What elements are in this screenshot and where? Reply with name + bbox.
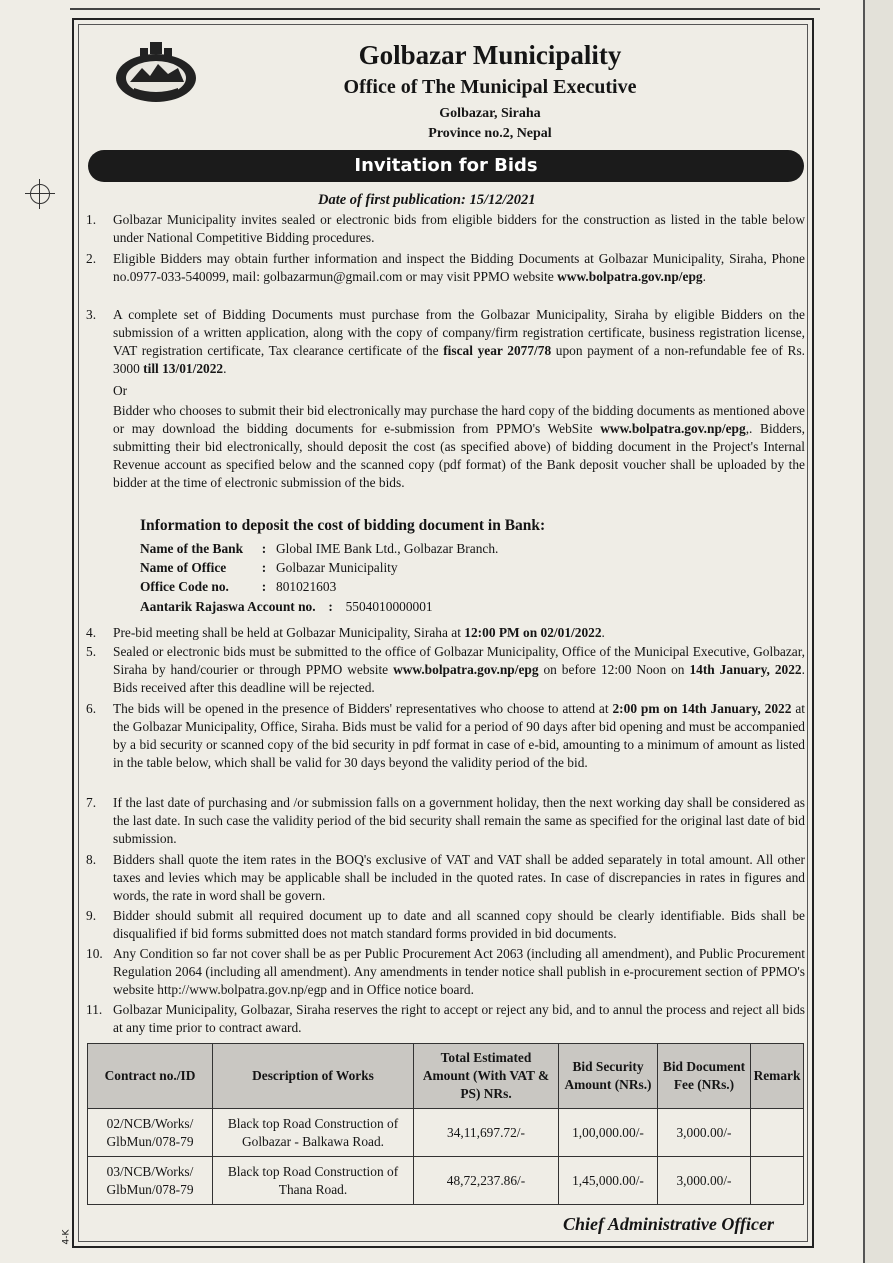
office-name-row: Name of Office : Golbazar Municipality (140, 560, 398, 575)
office-code-row: Office Code no. : 801021603 (140, 579, 337, 594)
nepal-emblem-icon (112, 38, 200, 106)
col-description: Description of Works (213, 1044, 414, 1109)
item-7: If the last date of purchasing and /or submission falls on a government holiday, then the next working day shall be considered as the last date. In such case the validity period of the bid security shall remain the same as specified for the original last date of bid submission. (113, 795, 805, 846)
cell-estimated-amount: 48,72,237.86/- (414, 1157, 559, 1205)
item-5: Sealed or electronic bids must be submitted to the office of Golbazar Municipality, Office of the Municipal Executive, Golbazar, Siraha by hand/courier or through PPMO website www.bolpatra.gov.np/epg on before 12:00 Noon on 14th January, 2022. Bids received after this deadline will be rejected. (113, 644, 805, 695)
cell-remark (751, 1157, 804, 1205)
item-6: The bids will be opened in the presence of Bidders' representatives who choose to attend at 2:00 pm on 14th January, 2022 at the Golbazar Municipality, Office, Siraha. Bids must be valid for a period of 90 days after bid opening and must be accompanied by a bid security or scanned copy of the bid security in pdf format in case of e-bid, amounting to a minimum of amount as listed in the table below, which shall be valid for 30 days beyond the validity period of the bid. (113, 701, 805, 770)
table-header-row (88, 1044, 804, 1109)
address-line-2: Province no.2, Nepal (428, 126, 552, 141)
address-line-1: Golbazar, Siraha (439, 106, 541, 121)
col-document-fee: Bid Document Fee (NRs.) (658, 1044, 751, 1109)
registration-mark-icon (30, 184, 50, 204)
table-row (88, 1157, 804, 1205)
adjacent-column-edge (70, 0, 820, 10)
notice-banner: Invitation for Bids (88, 150, 804, 182)
item-number: 8. (86, 852, 97, 867)
cell-document-fee: 3,000.00/- (658, 1109, 751, 1157)
item-number: 10. (86, 946, 103, 961)
item-number: 5. (86, 644, 97, 659)
item-number: 7. (86, 795, 97, 810)
col-estimated-amount: Total Estimated Amount (With VAT & PS) NRs. (414, 1044, 559, 1109)
signatory-title: Chief Administrative Officer (563, 1214, 774, 1234)
account-number-row: Aantarik Rajaswa Account no. : 5504010000001 (140, 599, 433, 614)
item-number: 11. (86, 1002, 103, 1017)
publication-date: Date of first publication: 15/12/2021 (318, 192, 536, 208)
table-row (88, 1109, 804, 1157)
cell-description: Black top Road Construction of Thana Road. (213, 1157, 414, 1205)
cell-bid-security: 1,45,000.00/- (559, 1157, 658, 1205)
item-2: Eligible Bidders may obtain further information and inspect the Bidding Documents at Golbazar Municipality, Siraha, Phone no.0977-033-540099, mail: golbazarmun@gmail.com or may visit PPMO website www.bolpatra.gov.np/epg. (113, 251, 805, 284)
item-number: 6. (86, 701, 97, 716)
item-10: Any Condition so far not cover shall be as per Public Procurement Act 2063 (including all amendment), and Public Procurement Regulation 2064 (including all amendment). Any amendments in tender notice shall publish in e-procurement section of PPMO's website http://www.bolpatra.gov.np/egp and in Office notice board. (113, 946, 805, 997)
page-code: 4-K (61, 1229, 72, 1245)
bids-table (87, 1043, 804, 1205)
bank-info-title: Information to deposit the cost of bidding document in Bank: (140, 517, 546, 534)
or-label: Or (113, 383, 128, 398)
item-11: Golbazar Municipality, Golbazar, Siraha reserves the right to accept or reject any bid, and to annul the process and reject all bids at any time prior to contract award. (113, 1002, 805, 1035)
cell-remark (751, 1109, 804, 1157)
item-3-electronic: Bidder who chooses to submit their bid electronically may purchase the hard copy of the bidding documents as mentioned above or may download the bidding documents for e-submission from PPMO's WebSite www.bolpatra.gov.np/epg,. Bidders, submitting their bid electronically, should deposit the cost (as specified above) of bidding document in the Project's Internal Revenue account as specified below and the scanned copy (pdf format) of the Bank deposit voucher shall be uploaded by the bidder at the time of electronic submission of the bids. (113, 403, 806, 490)
adjacent-page-strip (863, 0, 893, 1263)
item-number: 9. (86, 908, 97, 923)
col-bid-security: Bid Security Amount (NRs.) (559, 1044, 658, 1109)
cell-estimated-amount: 34,11,697.72/- (414, 1109, 559, 1157)
item-8: Bidders shall quote the item rates in the BOQ's exclusive of VAT and VAT shall be added separately in total amount. All other taxes and levies which may be applicable shall be included in the quoted rates. In case of discrepancies in rates in figures and words, the rate in word shall be govern. (113, 852, 805, 903)
item-number: 2. (86, 251, 97, 266)
cell-bid-security: 1,00,000.00/- (559, 1109, 658, 1157)
item-1: Golbazar Municipality invites sealed or electronic bids from eligible bidders for the construction as listed in the table below under National Competitive Bidding procedures. (113, 212, 805, 245)
item-9: Bidder should submit all required document up to date and all scanned copy should be clearly identifiable. Bids shall be disqualified if bid forms submitted does not match standard forms provided in bid documents. (113, 908, 805, 941)
cell-description: Black top Road Construction of Golbazar - Balkawa Road. (213, 1109, 414, 1157)
item-3: A complete set of Bidding Documents must purchase from the Golbazar Municipality, Siraha by eligible Bidders on the submission of a written application, along with the copy of company/firm registration certificate, business registration license, VAT registration certificate, Tax clearance certificate of the fiscal year 2077/78 upon payment of a non-refundable fee of Rs. 3000 till 13/01/2022. (113, 307, 806, 376)
municipality-title: Golbazar Municipality (358, 40, 622, 70)
cell-contract-id: 02/NCB/Works/ GlbMun/078-79 (88, 1109, 213, 1157)
item-4: Pre-bid meeting shall be held at Golbazar Municipality, Siraha at 12:00 PM on 02/01/2022. (113, 625, 605, 640)
col-contract-id: Contract no./ID (88, 1044, 213, 1109)
item-number: 3. (86, 307, 97, 322)
office-subtitle: Office of The Municipal Executive (343, 76, 637, 98)
cell-contract-id: 03/NCB/Works/ GlbMun/078-79 (88, 1157, 213, 1205)
bank-name-row: Name of the Bank : Global IME Bank Ltd., Golbazar Branch. (140, 541, 499, 556)
item-number: 1. (86, 212, 97, 227)
col-remark: Remark (751, 1044, 804, 1109)
item-number: 4. (86, 625, 97, 640)
cell-document-fee: 3,000.00/- (658, 1157, 751, 1205)
